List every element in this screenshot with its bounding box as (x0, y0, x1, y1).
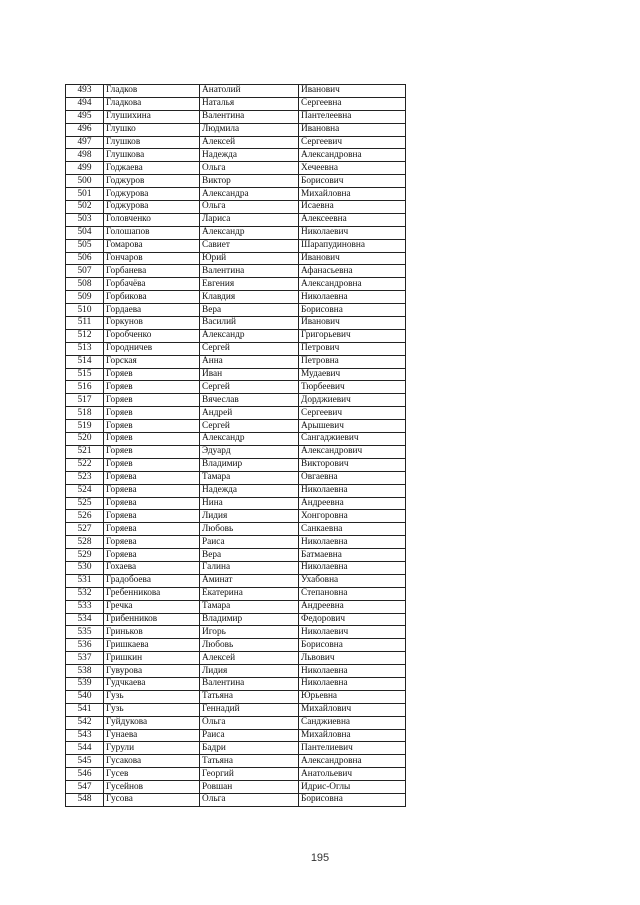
last-name-cell: Грибенников (104, 613, 200, 626)
table-row (66, 123, 406, 136)
table-row (66, 445, 406, 458)
table-row (66, 793, 406, 806)
table-row (66, 639, 406, 652)
table-row (66, 278, 406, 291)
names-table (65, 84, 406, 807)
patronymic-cell: Андреевна (299, 497, 406, 510)
table-row (66, 149, 406, 162)
first-name-cell: Юрий (200, 252, 299, 265)
table-row (66, 561, 406, 574)
patronymic-cell: Пантелеевна (299, 110, 406, 123)
table-row (66, 781, 406, 794)
patronymic-cell: Степановна (299, 587, 406, 600)
table-row (66, 265, 406, 278)
first-name-cell: Екатерина (200, 587, 299, 600)
table-row (66, 162, 406, 175)
first-name-cell: Геннадий (200, 703, 299, 716)
patronymic-cell: Шарапудиновна (299, 239, 406, 252)
table-row (66, 97, 406, 110)
row-number-cell: 526 (66, 510, 104, 523)
last-name-cell: Горяева (104, 510, 200, 523)
row-number-cell: 533 (66, 600, 104, 613)
last-name-cell: Горяев (104, 368, 200, 381)
row-number-cell: 541 (66, 703, 104, 716)
patronymic-cell: Иванович (299, 317, 406, 330)
patronymic-cell: Александрович (299, 445, 406, 458)
row-number-cell: 530 (66, 561, 104, 574)
row-number-cell: 513 (66, 342, 104, 355)
row-number-cell: 506 (66, 252, 104, 265)
last-name-cell: Горяев (104, 458, 200, 471)
row-number-cell: 528 (66, 536, 104, 549)
patronymic-cell: Алексеевна (299, 213, 406, 226)
row-number-cell: 496 (66, 123, 104, 136)
row-number-cell: 547 (66, 781, 104, 794)
row-number-cell: 514 (66, 355, 104, 368)
last-name-cell: Горяев (104, 445, 200, 458)
first-name-cell: Савиет (200, 239, 299, 252)
patronymic-cell: Борисовна (299, 793, 406, 806)
patronymic-cell: Мудаевич (299, 368, 406, 381)
last-name-cell: Горбачёва (104, 278, 200, 291)
table-row (66, 110, 406, 123)
last-name-cell: Гриньков (104, 626, 200, 639)
table-row (66, 355, 406, 368)
last-name-cell: Гладков (104, 85, 200, 98)
last-name-cell: Горяев (104, 420, 200, 433)
patronymic-cell: Николаевна (299, 536, 406, 549)
row-number-cell: 510 (66, 304, 104, 317)
last-name-cell: Горяева (104, 536, 200, 549)
patronymic-cell: Сергеевич (299, 136, 406, 149)
last-name-cell: Годжаева (104, 162, 200, 175)
last-name-cell: Глушкова (104, 149, 200, 162)
first-name-cell: Георгий (200, 768, 299, 781)
patronymic-cell: Санкаевна (299, 523, 406, 536)
row-number-cell: 498 (66, 149, 104, 162)
patronymic-cell: Хечеевна (299, 162, 406, 175)
row-number-cell: 546 (66, 768, 104, 781)
row-number-cell: 532 (66, 587, 104, 600)
last-name-cell: Горяева (104, 484, 200, 497)
patronymic-cell: Борисовна (299, 639, 406, 652)
row-number-cell: 500 (66, 175, 104, 188)
table-row (66, 574, 406, 587)
last-name-cell: Горкунов (104, 317, 200, 330)
table-row (66, 729, 406, 742)
patronymic-cell: Николаевна (299, 291, 406, 304)
last-name-cell: Гурули (104, 742, 200, 755)
first-name-cell: Тамара (200, 600, 299, 613)
table-row (66, 536, 406, 549)
row-number-cell: 518 (66, 407, 104, 420)
patronymic-cell: Александровна (299, 755, 406, 768)
patronymic-cell: Афанасьевна (299, 265, 406, 278)
patronymic-cell: Идрис-Оглы (299, 781, 406, 794)
table-row (66, 329, 406, 342)
last-name-cell: Гузь (104, 690, 200, 703)
row-number-cell: 521 (66, 445, 104, 458)
last-name-cell: Голошапов (104, 226, 200, 239)
patronymic-cell: Санджиевна (299, 716, 406, 729)
last-name-cell: Гуйдукова (104, 716, 200, 729)
last-name-cell: Горяев (104, 381, 200, 394)
first-name-cell: Анна (200, 355, 299, 368)
table-row (66, 342, 406, 355)
first-name-cell: Василий (200, 317, 299, 330)
row-number-cell: 515 (66, 368, 104, 381)
last-name-cell: Горяева (104, 523, 200, 536)
row-number-cell: 520 (66, 433, 104, 446)
row-number-cell: 535 (66, 626, 104, 639)
row-number-cell: 493 (66, 85, 104, 98)
patronymic-cell: Петровна (299, 355, 406, 368)
row-number-cell: 527 (66, 523, 104, 536)
last-name-cell: Глушков (104, 136, 200, 149)
first-name-cell: Вера (200, 549, 299, 562)
last-name-cell: Горяева (104, 497, 200, 510)
last-name-cell: Горобченко (104, 329, 200, 342)
first-name-cell: Александр (200, 433, 299, 446)
first-name-cell: Лариса (200, 213, 299, 226)
last-name-cell: Гончаров (104, 252, 200, 265)
patronymic-cell: Пантелиевич (299, 742, 406, 755)
table-row (66, 136, 406, 149)
first-name-cell: Людмила (200, 123, 299, 136)
patronymic-cell: Сангаджиевич (299, 433, 406, 446)
table-row (66, 755, 406, 768)
first-name-cell: Владимир (200, 613, 299, 626)
last-name-cell: Горяев (104, 433, 200, 446)
last-name-cell: Гохаева (104, 561, 200, 574)
last-name-cell: Горяева (104, 549, 200, 562)
patronymic-cell: Викторович (299, 458, 406, 471)
patronymic-cell: Сергеевич (299, 407, 406, 420)
last-name-cell: Годжуров (104, 175, 200, 188)
last-name-cell: Гудчкаева (104, 677, 200, 690)
patronymic-cell: Михайловна (299, 729, 406, 742)
first-name-cell: Алексей (200, 652, 299, 665)
row-number-cell: 537 (66, 652, 104, 665)
patronymic-cell: Николаевна (299, 677, 406, 690)
table-row (66, 665, 406, 678)
table-row (66, 613, 406, 626)
table-row (66, 291, 406, 304)
first-name-cell: Сергей (200, 342, 299, 355)
last-name-cell: Гусейнов (104, 781, 200, 794)
row-number-cell: 543 (66, 729, 104, 742)
table-row (66, 213, 406, 226)
row-number-cell: 534 (66, 613, 104, 626)
table-row (66, 716, 406, 729)
table-row (66, 587, 406, 600)
row-number-cell: 517 (66, 394, 104, 407)
patronymic-cell: Иванович (299, 85, 406, 98)
row-number-cell: 516 (66, 381, 104, 394)
first-name-cell: Валентина (200, 265, 299, 278)
last-name-cell: Горяев (104, 407, 200, 420)
last-name-cell: Гордаева (104, 304, 200, 317)
last-name-cell: Головченко (104, 213, 200, 226)
last-name-cell: Гунаева (104, 729, 200, 742)
patronymic-cell: Арышевич (299, 420, 406, 433)
table-row (66, 523, 406, 536)
first-name-cell: Ольга (200, 201, 299, 214)
last-name-cell: Гусакова (104, 755, 200, 768)
table-row (66, 226, 406, 239)
last-name-cell: Гладкова (104, 97, 200, 110)
patronymic-cell: Батмаевна (299, 549, 406, 562)
last-name-cell: Гусев (104, 768, 200, 781)
row-number-cell: 499 (66, 162, 104, 175)
last-name-cell: Градобоева (104, 574, 200, 587)
first-name-cell: Ольга (200, 793, 299, 806)
first-name-cell: Тамара (200, 471, 299, 484)
row-number-cell: 504 (66, 226, 104, 239)
row-number-cell: 495 (66, 110, 104, 123)
row-number-cell: 512 (66, 329, 104, 342)
last-name-cell: Горская (104, 355, 200, 368)
first-name-cell: Наталья (200, 97, 299, 110)
row-number-cell: 539 (66, 677, 104, 690)
last-name-cell: Гришкаева (104, 639, 200, 652)
row-number-cell: 494 (66, 97, 104, 110)
table-row (66, 458, 406, 471)
table-row (66, 175, 406, 188)
row-number-cell: 538 (66, 665, 104, 678)
patronymic-cell: Николаевна (299, 484, 406, 497)
last-name-cell: Горяева (104, 471, 200, 484)
names-table-body (66, 85, 406, 807)
patronymic-cell: Овгаевна (299, 471, 406, 484)
last-name-cell: Городничев (104, 342, 200, 355)
row-number-cell: 509 (66, 291, 104, 304)
first-name-cell: Клавдия (200, 291, 299, 304)
first-name-cell: Иван (200, 368, 299, 381)
table-row (66, 471, 406, 484)
row-number-cell: 545 (66, 755, 104, 768)
first-name-cell: Бадри (200, 742, 299, 755)
patronymic-cell: Борисовна (299, 304, 406, 317)
first-name-cell: Алексей (200, 136, 299, 149)
patronymic-cell: Борисович (299, 175, 406, 188)
row-number-cell: 524 (66, 484, 104, 497)
first-name-cell: Надежда (200, 484, 299, 497)
table-row (66, 677, 406, 690)
first-name-cell: Лидия (200, 510, 299, 523)
table-row (66, 703, 406, 716)
last-name-cell: Горбикова (104, 291, 200, 304)
table-row (66, 368, 406, 381)
last-name-cell: Гусова (104, 793, 200, 806)
first-name-cell: Галина (200, 561, 299, 574)
table-row (66, 201, 406, 214)
first-name-cell: Аминат (200, 574, 299, 587)
table-row (66, 188, 406, 201)
row-number-cell: 505 (66, 239, 104, 252)
patronymic-cell: Юрьевна (299, 690, 406, 703)
first-name-cell: Игорь (200, 626, 299, 639)
row-number-cell: 511 (66, 317, 104, 330)
last-name-cell: Гомарова (104, 239, 200, 252)
first-name-cell: Лидия (200, 665, 299, 678)
last-name-cell: Гувурова (104, 665, 200, 678)
patronymic-cell: Дорджиевич (299, 394, 406, 407)
last-name-cell: Гришкин (104, 652, 200, 665)
first-name-cell: Сергей (200, 381, 299, 394)
first-name-cell: Александр (200, 226, 299, 239)
table-row (66, 381, 406, 394)
table-row (66, 317, 406, 330)
row-number-cell: 544 (66, 742, 104, 755)
patronymic-cell: Николаевич (299, 226, 406, 239)
table-row (66, 626, 406, 639)
patronymic-cell: Тюрбеевич (299, 381, 406, 394)
first-name-cell: Виктор (200, 175, 299, 188)
patronymic-cell: Сергеевна (299, 97, 406, 110)
last-name-cell: Глушихина (104, 110, 200, 123)
first-name-cell: Александра (200, 188, 299, 201)
first-name-cell: Эдуард (200, 445, 299, 458)
patronymic-cell: Анатольевич (299, 768, 406, 781)
table-row (66, 652, 406, 665)
last-name-cell: Годжурова (104, 188, 200, 201)
row-number-cell: 523 (66, 471, 104, 484)
row-number-cell: 542 (66, 716, 104, 729)
first-name-cell: Надежда (200, 149, 299, 162)
first-name-cell: Ольга (200, 716, 299, 729)
first-name-cell: Вячеслав (200, 394, 299, 407)
last-name-cell: Горяев (104, 394, 200, 407)
first-name-cell: Сергей (200, 420, 299, 433)
row-number-cell: 503 (66, 213, 104, 226)
first-name-cell: Валентина (200, 110, 299, 123)
last-name-cell: Глушко (104, 123, 200, 136)
table-row (66, 433, 406, 446)
patronymic-cell: Ухабовна (299, 574, 406, 587)
first-name-cell: Ольга (200, 162, 299, 175)
table-row (66, 768, 406, 781)
row-number-cell: 497 (66, 136, 104, 149)
table-row (66, 85, 406, 98)
table-row (66, 510, 406, 523)
table-row (66, 394, 406, 407)
table-row (66, 420, 406, 433)
table-row (66, 484, 406, 497)
table-row (66, 549, 406, 562)
table-row (66, 252, 406, 265)
patronymic-cell: Федорович (299, 613, 406, 626)
first-name-cell: Татьяна (200, 755, 299, 768)
patronymic-cell: Александровна (299, 149, 406, 162)
row-number-cell: 540 (66, 690, 104, 703)
row-number-cell: 529 (66, 549, 104, 562)
row-number-cell: 519 (66, 420, 104, 433)
row-number-cell: 525 (66, 497, 104, 510)
patronymic-cell: Николаевна (299, 561, 406, 574)
page-number: 195 (310, 852, 330, 864)
first-name-cell: Раиса (200, 729, 299, 742)
row-number-cell: 536 (66, 639, 104, 652)
table-row (66, 690, 406, 703)
first-name-cell: Андрей (200, 407, 299, 420)
first-name-cell: Ровшан (200, 781, 299, 794)
table-row (66, 600, 406, 613)
table-row (66, 407, 406, 420)
first-name-cell: Раиса (200, 536, 299, 549)
patronymic-cell: Ивановна (299, 123, 406, 136)
row-number-cell: 531 (66, 574, 104, 587)
patronymic-cell: Петрович (299, 342, 406, 355)
row-number-cell: 507 (66, 265, 104, 278)
first-name-cell: Нина (200, 497, 299, 510)
first-name-cell: Любовь (200, 639, 299, 652)
first-name-cell: Анатолий (200, 85, 299, 98)
first-name-cell: Любовь (200, 523, 299, 536)
row-number-cell: 548 (66, 793, 104, 806)
patronymic-cell: Андреевна (299, 600, 406, 613)
patronymic-cell: Григорьевич (299, 329, 406, 342)
first-name-cell: Вера (200, 304, 299, 317)
row-number-cell: 508 (66, 278, 104, 291)
patronymic-cell: Николаевич (299, 626, 406, 639)
table-row (66, 304, 406, 317)
last-name-cell: Горбанева (104, 265, 200, 278)
first-name-cell: Александр (200, 329, 299, 342)
last-name-cell: Гребенникова (104, 587, 200, 600)
row-number-cell: 501 (66, 188, 104, 201)
table-row (66, 742, 406, 755)
table-row (66, 239, 406, 252)
patronymic-cell: Николаевна (299, 665, 406, 678)
first-name-cell: Валентина (200, 677, 299, 690)
row-number-cell: 522 (66, 458, 104, 471)
row-number-cell: 502 (66, 201, 104, 214)
patronymic-cell: Иванович (299, 252, 406, 265)
last-name-cell: Годжурова (104, 201, 200, 214)
patronymic-cell: Исаевна (299, 201, 406, 214)
patronymic-cell: Львович (299, 652, 406, 665)
patronymic-cell: Александровна (299, 278, 406, 291)
first-name-cell: Евгения (200, 278, 299, 291)
first-name-cell: Владимир (200, 458, 299, 471)
patronymic-cell: Михайлович (299, 703, 406, 716)
table-row (66, 497, 406, 510)
first-name-cell: Татьяна (200, 690, 299, 703)
patronymic-cell: Хонгоровна (299, 510, 406, 523)
last-name-cell: Гузь (104, 703, 200, 716)
last-name-cell: Гречка (104, 600, 200, 613)
patronymic-cell: Михайловна (299, 188, 406, 201)
